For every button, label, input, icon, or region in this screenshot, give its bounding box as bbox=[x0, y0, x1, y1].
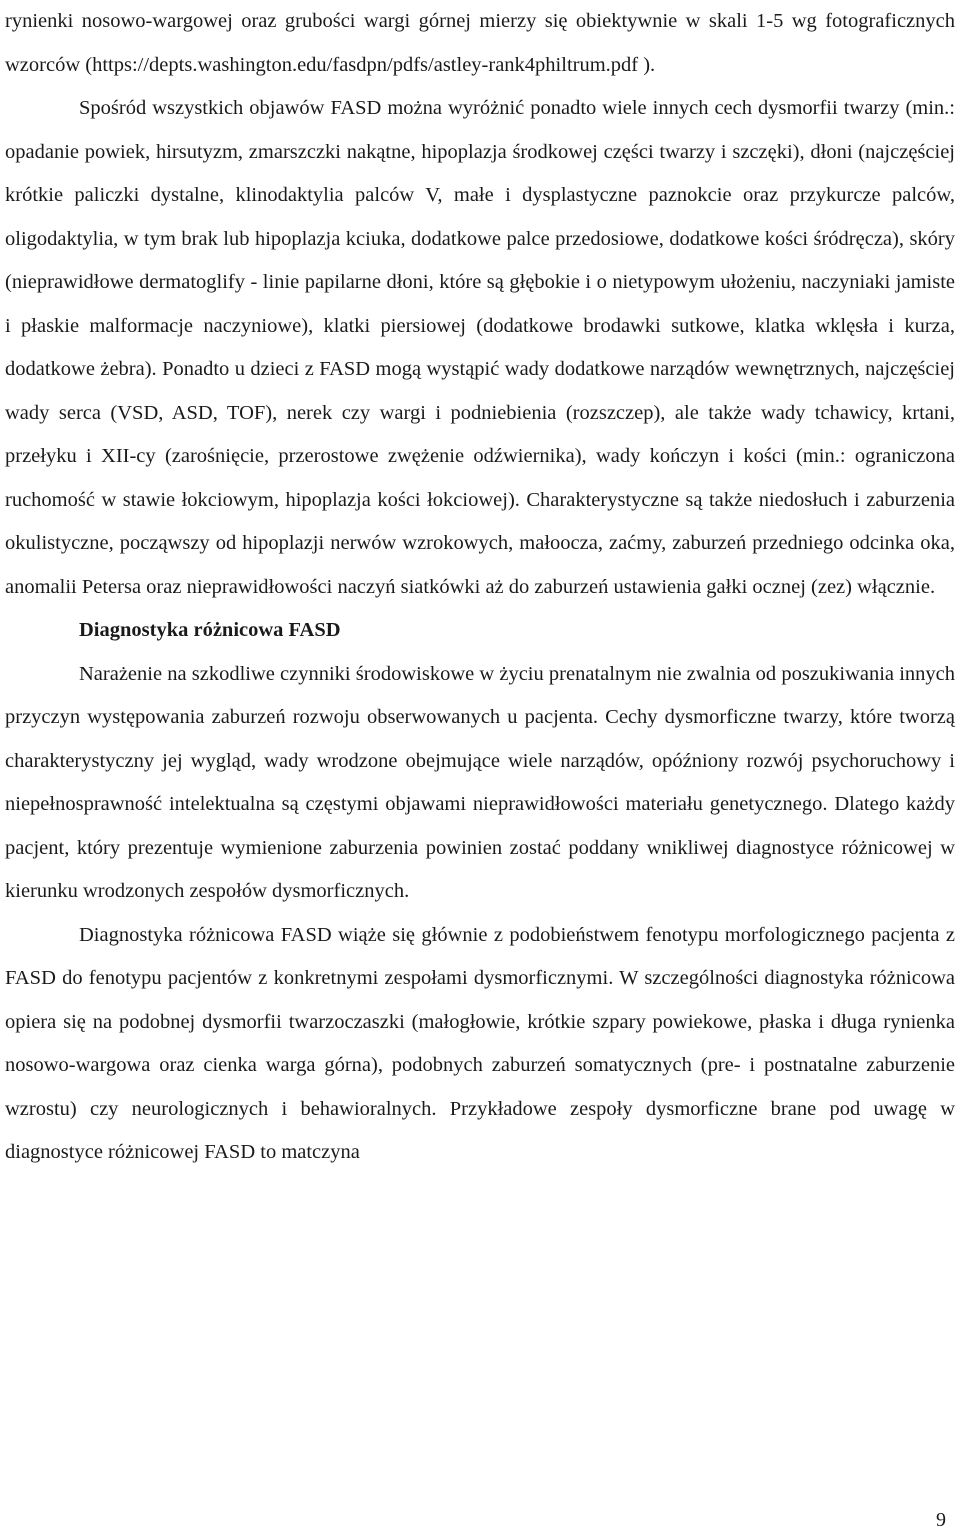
paragraph-exposure: Narażenie na szkodliwe czynniki środowiskowe w życiu prenatalnym nie zwalnia od poszukiwania innych przyczyn występowania zaburzeń rozwoju obserwowanych u pacjenta. Cechy dysmorficzne twarzy, które tworzą charakterystyczny jej wygląd, wady wrodzone obejmujące wiele narządów, opóźniony rozwój psychoruchowy i niepełnosprawność intelektualna są częstymi objawami nieprawidłowości materiału genetycznego. Dlatego każdy pacjent, który prezentuje wymienione zaburzenia powinien zostać poddany wnikliwej diagnostyce różnicowej w kierunku wrodzonych zespołów dysmorficznych. bbox=[5, 662, 955, 902]
section-heading: Diagnostyka różnicowa FASD bbox=[79, 619, 341, 641]
document-page bbox=[5, 0, 955, 1175]
paragraph-continued: rynienki nosowo-wargowej oraz grubości wargi górnej mierzy się obiektywnie w skali 1-5 wg fotograficznych wzorców (https://depts.washington.edu/fasdpn/pdfs/astley-rank4philtrum.pdf ). bbox=[5, 10, 955, 76]
paragraph-differential-diagnosis: Diagnostyka różnicowa FASD wiąże się głównie z podobieństwem fenotypu morfologicznego pacjenta z FASD do fenotypu pacjentów z konkretnymi zespołami dysmorficznymi. W szczególności diagnostyka różnicowa opiera się na podobnej dysmorfii twarzoczaszki (małogłowie, krótkie szpary powiekowe, płaska i długa rynienka nosowo-wargowa oraz cienka warga górna), podobnych zaburzeń somatycznych (pre- i postnatalne zaburzenie wzrostu) czy neurologicznych i behawioralnych. Przykładowe zespoły dysmorficzne brane pod uwagę w diagnostyce różnicowej FASD to matczyna bbox=[5, 923, 955, 1163]
paragraph-fasd-features: Spośród wszystkich objawów FASD można wyróżnić ponadto wiele innych cech dysmorfii twarzy (min.: opadanie powiek, hirsutyzm, zmarszczki nakątne, hipoplazja środkowej części twarzy i szczęki), dłoni (najczęściej krótkie paliczki dystalne, klinodaktylia palców V, małe i dysplastyczne paznokcie oraz przykurcze palców, oligodaktylia, w tym brak lub hipoplazja kciuka, dodatkowe palce przedosiowe, dodatkowe kości śródręcza), skóry (nieprawidłowe dermatoglify - linie papilarne dłoni, które są głębokie i o nietypowym ułożeniu, naczyniaki jamiste i płaskie malformacje naczyniowe), klatki piersiowej (dodatkowe brodawki sutkowe, klatka wklęsła i kurza, dodatkowe żebra). Ponadto u dzieci z FASD mogą wystąpić wady dodatkowe narządów wewnętrznych, najczęściej wady serca (VSD, ASD, TOF), nerek czy wargi i podniebienia (rozszczep), ale także wady tchawicy, krtani, przełyku i XII-cy (zarośnięcie, przerostowe zwężenie odźwiernika), wady kończyn i kości (min.: ograniczona ruchomość w stawie łokciowym, hipoplazja kości łokciowej). Charakterystyczne są także niedosłuch i zaburzenia okulistyczne, począwszy od hipoplazji nerwów wzrokowych, małoocza, zaćmy, zaburzeń przedniego odcinka oka, anomalii Petersa oraz nieprawidłowości naczyń siatkówki aż do zaburzeń ustawienia gałki ocznej (zez) włącznie. bbox=[5, 97, 955, 598]
page-number: 9 bbox=[936, 1509, 946, 1531]
